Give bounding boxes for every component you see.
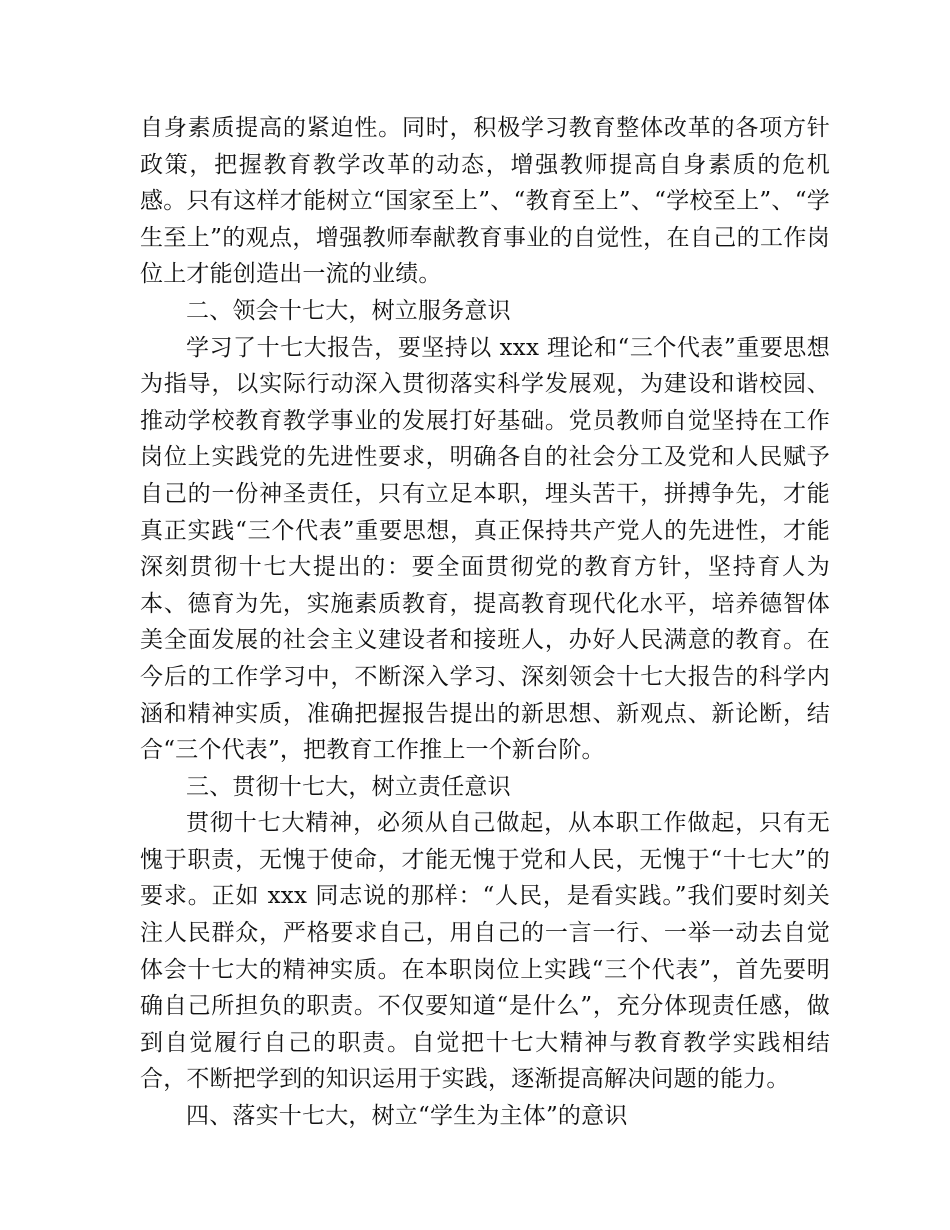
paragraph-section-3: 贯彻十七大精神，必须从自己做起，从本职工作做起，只有无愧于职责，无愧于使命，才能无愧于党和人民，无愧于“十七大”的要求。正如 xxx 同志说的那样：“人民，是看实践。”我们要时刻关注人民群众，严格要求自己，用自己的一言一行、一举一动去自觉体会十七大的精神实质。在本职岗位上实践“三个代表”，首先要明确自己所担负的职责。不仅要知道“是什么”，充分体现责任感，做到自觉履行自己的职责。自觉把十七大精神与教育教学实践相结合，不断把学到的知识运用于实践，逐渐提高解决问题的能力。 <box>140 810 830 1093</box>
section-heading-3: 三、贯彻十七大，树立责任意识 <box>186 773 511 800</box>
document-page <box>140 110 830 1135</box>
section-heading-2: 二、领会十七大，树立服务意识 <box>186 297 511 324</box>
paragraph-intro: 自身素质提高的紧迫性。同时，积极学习教育整体改革的各项方针政策，把握教育教学改革的动态，增强教师提高自身素质的危机感。只有这样才能树立“国家至上”、“教育至上”、“学校至上”、“学生至上”的观点，增强教师奉献教育事业的自觉性，在自己的工作岗位上才能创造出一流的业绩。 <box>140 115 830 288</box>
paragraph-section-2: 学习了十七大报告，要坚持以 xxx 理论和“三个代表”重要思想为指导，以实际行动深入贯彻落实科学发展观，为建设和谐校园、推动学校教育教学事业的发展打好基础。党员教师自觉坚持在工作岗位上实践党的先进性要求，明确各自的社会分工及党和人民赋予自己的一份神圣责任，只有立足本职，埋头苦干，拼搏争先，才能真正实践“三个代表”重要思想，真正保持共产党人的先进性，才能深刻贯彻十七大提出的：要全面贯彻党的教育方针，坚持育人为本、德育为先，实施素质教育，提高教育现代化水平，培养德智体美全面发展的社会主义建设者和接班人，办好人民满意的教育。在今后的工作学习中，不断深入学习、深刻领会十七大报告的科学内涵和精神实质，准确把握报告提出的新思想、新观点、新论断，结合“三个代表”，把教育工作推上一个新台阶。 <box>140 334 830 764</box>
section-heading-4: 四、落实十七大，树立“学生为主体”的意识 <box>186 1103 628 1130</box>
